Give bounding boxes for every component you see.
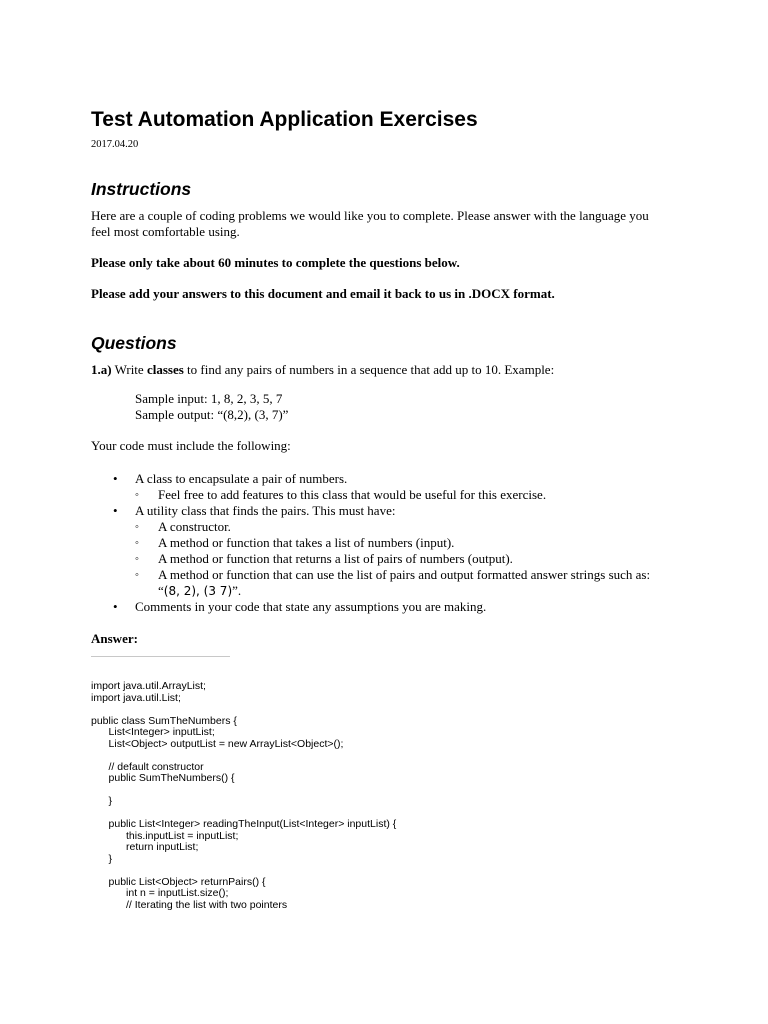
question-number: 1.a)	[91, 362, 112, 377]
sub-bullet-dot: ◦	[135, 537, 139, 549]
requirements-intro: Your code must include the following:	[91, 438, 291, 453]
instructions-intro-line1: Here are a couple of coding problems we would like you to complete. Please answer with the language you	[91, 208, 649, 223]
code-line: this.inputList = inputList;	[91, 829, 239, 842]
sub-bullet-dot: ◦	[135, 489, 139, 501]
bullet-item: Comments in your code that state any assumptions you are making.	[135, 599, 487, 614]
code-line	[91, 704, 396, 716]
sample-output: Sample output: “(8,2), (3, 7)”	[135, 407, 289, 422]
question-text: to find any pairs of numbers in a sequence that add up to 10. Example:	[187, 362, 555, 377]
questions-heading: Questions	[91, 333, 177, 353]
question-1a	[91, 362, 554, 378]
sub-bullet-item: A method or function that can use the list of pairs and output formatted answer strings such as:	[158, 567, 651, 582]
code-line: List<Integer> inputList;	[91, 726, 215, 738]
sub-bullet-dot: ◦	[135, 521, 139, 533]
sub-bullet-item: A method or function that takes a list of numbers (input).	[158, 535, 455, 550]
bullet-dot: •	[113, 503, 118, 518]
sub-bullet-dot: ◦	[135, 553, 139, 565]
bullet-item: A utility class that finds the pairs. This must have:	[135, 503, 396, 518]
code-line: // Iterating the list with two pointers	[91, 898, 288, 911]
formatted-example: (8, 2), (3 7)	[163, 584, 233, 598]
code-line: public class SumTheNumbers {	[91, 714, 237, 727]
code-line: import java.util.ArrayList;	[91, 680, 206, 692]
bullet-dot: •	[113, 471, 118, 486]
code-line: }	[91, 852, 113, 865]
question-classes-keyword: classes	[146, 362, 184, 377]
code-line: List<Object> outputList = new ArrayList<Object>();	[91, 737, 344, 750]
code-line: public List<Integer> readingTheInput(List<Integer> inputList) {	[91, 818, 397, 830]
instructions-time-note: Please only take about 60 minutes to complete the questions below.	[91, 255, 460, 270]
instructions-submit-note: Please add your answers to this document and email it back to us in .DOCX format.	[91, 286, 555, 301]
sub-bullet-item: A constructor.	[158, 519, 231, 534]
document-title: Test Automation Application Exercises	[91, 108, 478, 131]
code-line: // default constructor	[91, 760, 204, 773]
sub-bullet-dot: ◦	[135, 569, 139, 581]
code-line: public SumTheNumbers() {	[91, 772, 235, 784]
code-line: return inputList;	[91, 841, 199, 853]
answer-divider	[91, 656, 230, 657]
code-line: }	[91, 795, 113, 807]
sub-bullet-item: Feel free to add features to this class that would be useful for this exercise.	[158, 487, 547, 502]
code-line: int n = inputList.size();	[91, 887, 229, 899]
instructions-intro-line2: feel most comfortable using.	[91, 224, 240, 239]
sub-bullet-item: A method or function that returns a list of pairs of numbers (output).	[158, 551, 513, 566]
instructions-heading: Instructions	[91, 179, 192, 199]
bullet-item: A class to encapsulate a pair of numbers.	[135, 471, 348, 486]
code-line	[91, 750, 396, 762]
sub-bullet-continuation	[158, 583, 241, 599]
sample-input: Sample input: 1, 8, 2, 3, 5, 7	[135, 391, 283, 406]
close-quote: ”.	[232, 583, 242, 598]
open-quote: “	[158, 583, 164, 598]
answer-label: Answer:	[91, 631, 138, 646]
code-line	[91, 865, 396, 877]
code-line: public List<Object> returnPairs() {	[91, 875, 266, 888]
bullet-dot: •	[113, 599, 118, 614]
answer-code-block	[91, 681, 396, 911]
document-date: 2017.04.20	[91, 139, 139, 150]
question-write: Write	[114, 362, 144, 377]
code-line	[91, 785, 396, 797]
code-line: import java.util.List;	[91, 691, 181, 704]
